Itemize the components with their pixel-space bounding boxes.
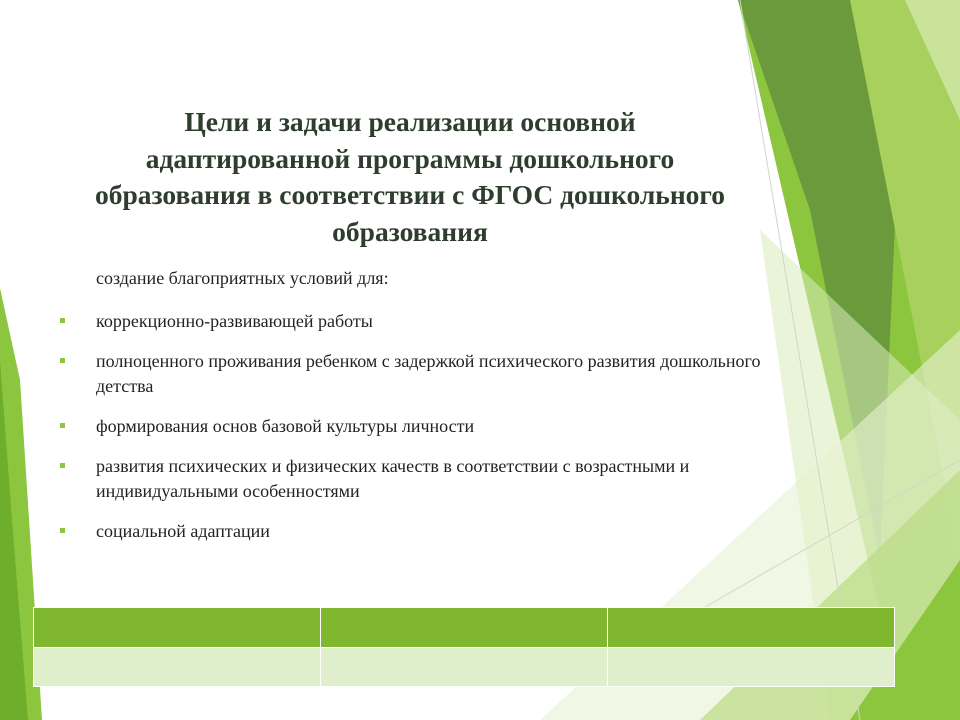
list-item-text: социальной адаптации: [96, 521, 270, 541]
table-header-cell: [34, 608, 321, 648]
table-cell: [608, 647, 895, 687]
list-item-text: формирования основ базовой культуры личности: [96, 416, 475, 436]
list-item-text: развития психических и физических качеств в соответствии с возрастными и индивидуальными особенностями: [96, 456, 690, 501]
slide-content: [60, 266, 780, 559]
bullet-square-icon: [60, 528, 65, 533]
bullet-square-icon: [60, 318, 65, 323]
bullet-square-icon: [60, 423, 65, 428]
list-item: [60, 454, 780, 504]
bullet-square-icon: [60, 463, 65, 468]
list-item-text: коррекционно-развивающей работы: [96, 311, 373, 331]
list-item-text: полноценного проживания ребенком с задержкой психического развития дошкольного детства: [96, 351, 761, 396]
list-item: [60, 349, 780, 399]
empty-table: [33, 607, 895, 687]
intro-text: создание благоприятных условий для:: [96, 268, 389, 288]
slide-title: Цели и задачи реализации основной адаптированной программы дошкольного образования в соответствии с ФГОС дошкольного образования: [95, 106, 725, 247]
list-item: [60, 519, 780, 544]
table-cell: [34, 647, 321, 687]
bullet-square-icon: [60, 358, 65, 363]
table-cell: [321, 647, 608, 687]
table-row: [34, 647, 895, 687]
list-item: [60, 309, 780, 334]
table-header-cell: [321, 608, 608, 648]
bullet-list: [60, 309, 780, 544]
table-header-row: [34, 608, 895, 648]
list-item: [60, 414, 780, 439]
table-header-cell: [608, 608, 895, 648]
